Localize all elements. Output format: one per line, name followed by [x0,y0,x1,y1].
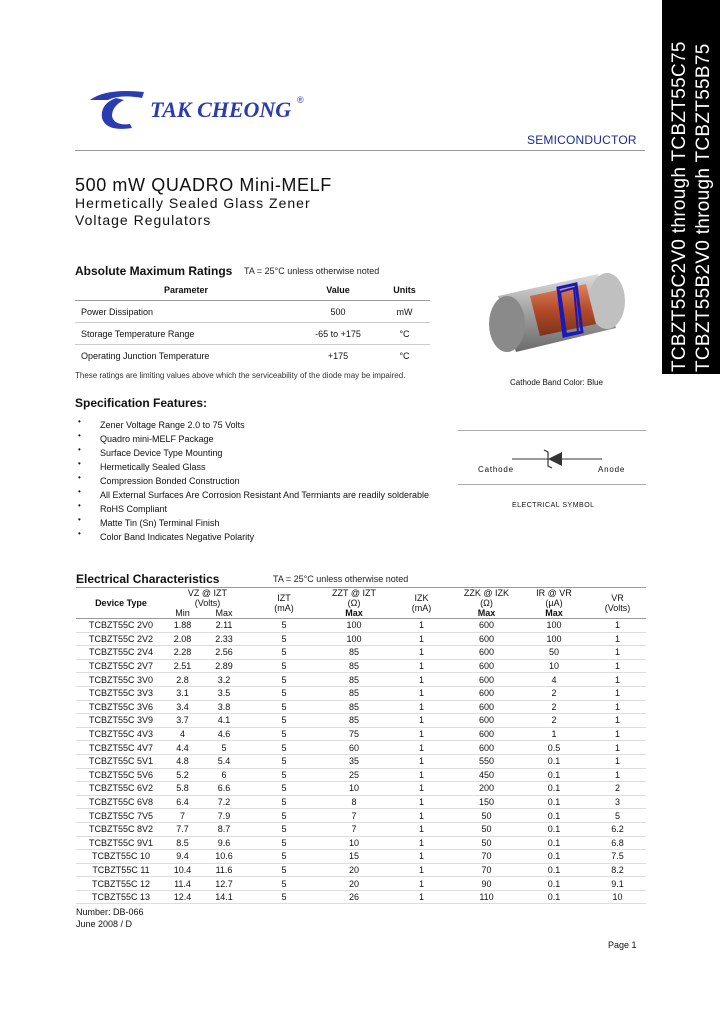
cell: 9.4 [166,850,199,864]
cell: °C [379,323,430,345]
features-list [88,418,429,544]
table-row [75,323,430,345]
cell: TCBZT55C 5V6 [76,768,166,782]
cell: 1 [589,632,646,646]
cell: 200 [454,782,519,796]
cell: 1 [389,727,454,741]
cell: 8 [319,795,389,809]
col-izt [249,588,319,619]
cell: 150 [454,795,519,809]
cell: 1 [389,686,454,700]
cell: 11.4 [166,877,199,891]
cell: TCBZT55C 7V5 [76,809,166,823]
cell: 1 [389,619,454,633]
cell: 25 [319,768,389,782]
cell: 100 [319,632,389,646]
cell: 600 [454,673,519,687]
cell: 1 [589,727,646,741]
cell: -65 to +175 [297,323,379,345]
cell: °C [399,350,410,361]
cell: 1 [389,754,454,768]
cell: TCBZT55C 6V8 [76,795,166,809]
vr-label: VR [611,593,624,603]
cell: TCBZT55C 3V3 [76,686,166,700]
cell: 500 [297,301,379,323]
cell: 1 [389,659,454,673]
side-tab [662,0,720,374]
cell: 2.08 [166,632,199,646]
cell: 3 [589,795,646,809]
cell: 100 [519,632,589,646]
cell: 10.4 [166,863,199,877]
table-row [76,646,646,660]
cell: 10.6 [199,850,249,864]
izk-label: IZK [414,593,429,603]
cell: 1 [589,700,646,714]
cell: 10 [519,659,589,673]
table-row [76,822,646,836]
cell: Power Dissipation [75,301,297,323]
cell: 5 [249,659,319,673]
side-tab-line2: TCBZT55B2V0 through TCBZT55B75 [693,43,714,372]
cell: 1 [589,768,646,782]
cell: TCBZT55C 9V1 [76,836,166,850]
cell: 9.6 [199,836,249,850]
cell: 0.1 [519,850,589,864]
cell: TCBZT55C 2V7 [76,659,166,673]
table-row [76,850,646,864]
cell: 20 [319,863,389,877]
table-row [76,809,646,823]
table-row [76,754,646,768]
symbol-bottom-rule [458,484,646,485]
cell: 1 [389,632,454,646]
cell: 5 [249,686,319,700]
cell: 0.1 [519,877,589,891]
cell: TCBZT55C 11 [76,863,166,877]
cell: 12.4 [166,890,199,904]
cell: 50 [454,809,519,823]
cell: 5 [249,782,319,796]
cell: 0.1 [519,809,589,823]
cell: 3.4 [166,700,199,714]
cell: 0.1 [519,768,589,782]
cell: 5.4 [199,754,249,768]
cell: 7 [166,809,199,823]
cell: 600 [454,727,519,741]
col-vr [589,588,646,619]
cell: 10 [589,890,646,904]
cell: 4.6 [199,727,249,741]
table-row [76,795,646,809]
cell: 5 [249,700,319,714]
cell: 2.11 [199,619,249,633]
cell: 600 [454,686,519,700]
izt-unit: (mA) [274,603,294,613]
cell: 0.1 [519,754,589,768]
cell: 3.2 [199,673,249,687]
cell: 4.4 [166,741,199,755]
cell: 10 [319,836,389,850]
list-item: • All External Surfaces Are Corrosion Resistant And Termiants are readily solderable [88,488,429,502]
cell: 1 [589,754,646,768]
cell: 3.5 [199,686,249,700]
cell: 1 [589,619,646,633]
list-item: • RoHS Compliant [88,502,429,516]
table-row [76,836,646,850]
electrical-table-body [76,619,646,904]
cell: TCBZT55C 10 [76,850,166,864]
cell: 8.5 [166,836,199,850]
doc-subtitle-1: Hermetically Sealed Glass Zener [75,195,311,211]
cell: 26 [319,890,389,904]
cell: 50 [454,822,519,836]
cell: 2.56 [199,646,249,660]
registered-mark: ® [297,95,304,105]
header-divider [75,150,645,151]
cell: 0.1 [519,795,589,809]
cell: 5 [249,890,319,904]
cell: 450 [454,768,519,782]
cell: 5 [249,863,319,877]
package-image [478,262,638,370]
side-tab-line1: TCBZT55C2V0 through TCBZT55C75 [669,41,690,372]
cell: 3.1 [166,686,199,700]
zzt-max: Max [345,608,363,618]
cell: 1 [389,863,454,877]
table-row [76,877,646,891]
cell: TCBZT55C 2V2 [76,632,166,646]
cell: 4.8 [166,754,199,768]
cell: TCBZT55C 3V0 [76,673,166,687]
doc-title: 500 mW QUADRO Mini-MELF [75,175,332,195]
doc-number: Number: DB-066 [76,907,144,917]
doc-date: June 2008 / D [76,919,133,929]
cell: 7.9 [199,809,249,823]
cell: 5 [589,809,646,823]
cell: 1 [389,850,454,864]
cell: 600 [454,659,519,673]
col-ir [519,588,589,619]
table-row [76,727,646,741]
cell: 12.7 [199,877,249,891]
cell: 15 [319,850,389,864]
table-row [76,890,646,904]
cell: 100 [519,619,589,633]
cell: TCBZT55C 4V3 [76,727,166,741]
cell: 2.8 [166,673,199,687]
zzt-unit: (Ω) [347,598,361,608]
cell: 2 [519,686,589,700]
cell: 6 [199,768,249,782]
table-row [76,686,646,700]
cell: 5 [249,632,319,646]
table-row [76,782,646,796]
doc-subtitle-2: Voltage Regulators [75,212,212,228]
vz-unit: (Volts) [194,598,221,608]
cell: 5 [249,836,319,850]
cell: 14.1 [199,890,249,904]
cell: 1.88 [166,619,199,633]
cell: 1 [589,673,646,687]
cell: Storage Temperature Range [75,323,297,345]
elec-heading: Electrical Characteristics [76,572,220,586]
cell: 5 [249,673,319,687]
cell: 1 [589,686,646,700]
list-item: • Color Band Indicates Negative Polarity [88,530,429,544]
cell: 85 [319,646,389,660]
cell: TCBZT55C 13 [76,890,166,904]
cell: 1 [389,782,454,796]
abs-max-note: These ratings are limiting values above which the serviceability of the diode may be impaired. [75,371,406,380]
cell: 90 [454,877,519,891]
cell: 600 [454,646,519,660]
company-name: TAK CHEONG [150,97,292,122]
cell: 85 [319,686,389,700]
zzt-label: ZZT @ IZT [332,588,376,598]
cell: 85 [319,700,389,714]
cell: 600 [454,619,519,633]
table-row [76,673,646,687]
list-item: • Zener Voltage Range 2.0 to 75 Volts [88,418,429,432]
cell: 5 [249,795,319,809]
cell: 3.8 [199,700,249,714]
col-vz [166,588,249,609]
list-item: • Hermetically Sealed Glass [88,460,429,474]
list-item: • Matte Tin (Sn) Terminal Finish [88,516,429,530]
cell: 10 [319,782,389,796]
cell: TCBZT55C 3V9 [76,714,166,728]
cell: 0.1 [519,863,589,877]
cell: 5 [249,822,319,836]
cell: 5 [249,619,319,633]
table-row [76,714,646,728]
anode-label: Anode [598,465,626,474]
cell: 2.89 [199,659,249,673]
cell: 6.4 [166,795,199,809]
cell: 5 [249,809,319,823]
table-row [76,700,646,714]
cell: 0.1 [519,822,589,836]
cell: 7 [319,822,389,836]
cell: 1 [389,795,454,809]
cell: 1 [389,877,454,891]
cell: 7.7 [166,822,199,836]
cell: TCBZT55C 4V7 [76,741,166,755]
cell: 550 [454,754,519,768]
cell: 1 [389,768,454,782]
cell: 1 [389,809,454,823]
ir-unit: (µA) [545,598,563,608]
cell: 4 [519,673,589,687]
cell: 5 [249,727,319,741]
cell: 0.5 [519,741,589,755]
cell: 600 [454,714,519,728]
cell: 2 [519,700,589,714]
package-caption: Cathode Band Color: Blue [510,378,603,387]
col-vz-max: Max [199,608,249,619]
cell: 5 [249,754,319,768]
vz-label: VZ @ IZT [187,588,228,598]
cell: 600 [454,632,519,646]
table-row [76,741,646,755]
cell: 7.5 [589,850,646,864]
cell: 85 [319,673,389,687]
cell: 1 [389,822,454,836]
cell: 85 [319,659,389,673]
cell: 50 [519,646,589,660]
cell: 35 [319,754,389,768]
cell: 0.1 [519,890,589,904]
col-zzt [319,588,389,619]
cell: 8.7 [199,822,249,836]
cell: 9.1 [589,877,646,891]
cell: 1 [389,836,454,850]
cell: TCBZT55C 6V2 [76,782,166,796]
izk-unit: (mA) [411,603,432,613]
cell: 1 [589,741,646,755]
cell: 5.2 [166,768,199,782]
cell: 600 [454,741,519,755]
features-heading: Specification Features: [75,396,208,410]
cell: 1 [389,646,454,660]
cell: 4.1 [199,714,249,728]
abs-max-table [75,279,430,366]
table-row [75,345,430,367]
list-item: • Quadro mini-MELF Package [88,432,429,446]
cell: TCBZT55C 3V6 [76,700,166,714]
cell: 600 [454,700,519,714]
col-izk [389,588,454,619]
cell: 1 [389,673,454,687]
cell: 5 [199,741,249,755]
division-label: SEMICONDUCTOR [527,133,637,147]
cell: 7.2 [199,795,249,809]
cell: 8.2 [589,863,646,877]
cell: 5 [249,646,319,660]
symbol-caption: ELECTRICAL SYMBOL [512,502,595,509]
cell: 5 [249,741,319,755]
cell: TCBZT55C 8V2 [76,822,166,836]
cell: 100 [319,619,389,633]
cell: TCBZT55C 5V1 [76,754,166,768]
cell: 70 [454,863,519,877]
cell: 1 [589,659,646,673]
cell: TCBZT55C 2V4 [76,646,166,660]
zzk-unit: (Ω) [480,598,493,608]
cell: 1 [389,890,454,904]
cell: 5 [249,877,319,891]
cell: 1 [389,700,454,714]
col-zzk [454,588,519,619]
col-units: Units [379,279,430,301]
cathode-label: Cathode [478,465,514,474]
cell: 7 [319,809,389,823]
abs-max-condition: TA = 25°C unless otherwise noted [244,266,380,276]
col-parameter: Parameter [75,279,297,301]
cell: 110 [454,890,519,904]
cell: 5 [249,768,319,782]
cell: 2.28 [166,646,199,660]
cell: 6.8 [589,836,646,850]
cell: TCBZT55C 12 [76,877,166,891]
ir-max: Max [545,608,563,618]
cell: mW [379,301,430,323]
cell: 4 [166,727,199,741]
list-item: • Compression Bonded Construction [88,474,429,488]
zzk-max: Max [477,608,496,618]
col-device-type: Device Type [76,588,166,619]
table-row [76,619,646,633]
cell: 6.6 [199,782,249,796]
vr-unit: (Volts) [604,603,631,613]
cell: 75 [319,727,389,741]
cell: 2 [519,714,589,728]
abs-max-heading: Absolute Maximum Ratings [75,264,233,278]
cell: 2.33 [199,632,249,646]
col-vz-min: Min [166,608,199,619]
cell: Operating Junction Temperature [81,350,210,361]
cell: 1 [389,741,454,755]
cell: 0.1 [519,782,589,796]
cell: 5 [249,850,319,864]
cell: 20 [319,877,389,891]
cell: 11.6 [199,863,249,877]
cell: 2 [589,782,646,796]
cell: 1 [589,714,646,728]
cell: 70 [454,850,519,864]
cell: 85 [319,714,389,728]
table-row [76,632,646,646]
cell: 5 [249,714,319,728]
ir-label: IR @ VR [536,588,572,598]
electrical-table [76,587,646,904]
izt-label: IZT [277,593,291,603]
cell: 3.7 [166,714,199,728]
table-row [76,659,646,673]
symbol-top-rule [458,430,646,431]
cell: 5.8 [166,782,199,796]
col-value: Value [297,279,379,301]
page-number: Page 1 [608,940,637,950]
cell: 50 [454,836,519,850]
list-item: • Surface Device Type Mounting [88,446,429,460]
company-logo [86,86,148,136]
cell: 2.51 [166,659,199,673]
zzk-label: ZZK @ IZK [463,588,510,598]
cell: 1 [389,714,454,728]
cell: TCBZT55C 2V0 [76,619,166,633]
cell: 60 [319,741,389,755]
table-row [76,863,646,877]
elec-condition: TA = 25°C unless otherwise noted [273,574,409,584]
cell: 6.2 [589,822,646,836]
cell: 1 [519,727,589,741]
cell: 1 [589,646,646,660]
cell: 0.1 [519,836,589,850]
table-row [75,301,430,323]
table-row [76,768,646,782]
cell: +175 [327,350,349,361]
